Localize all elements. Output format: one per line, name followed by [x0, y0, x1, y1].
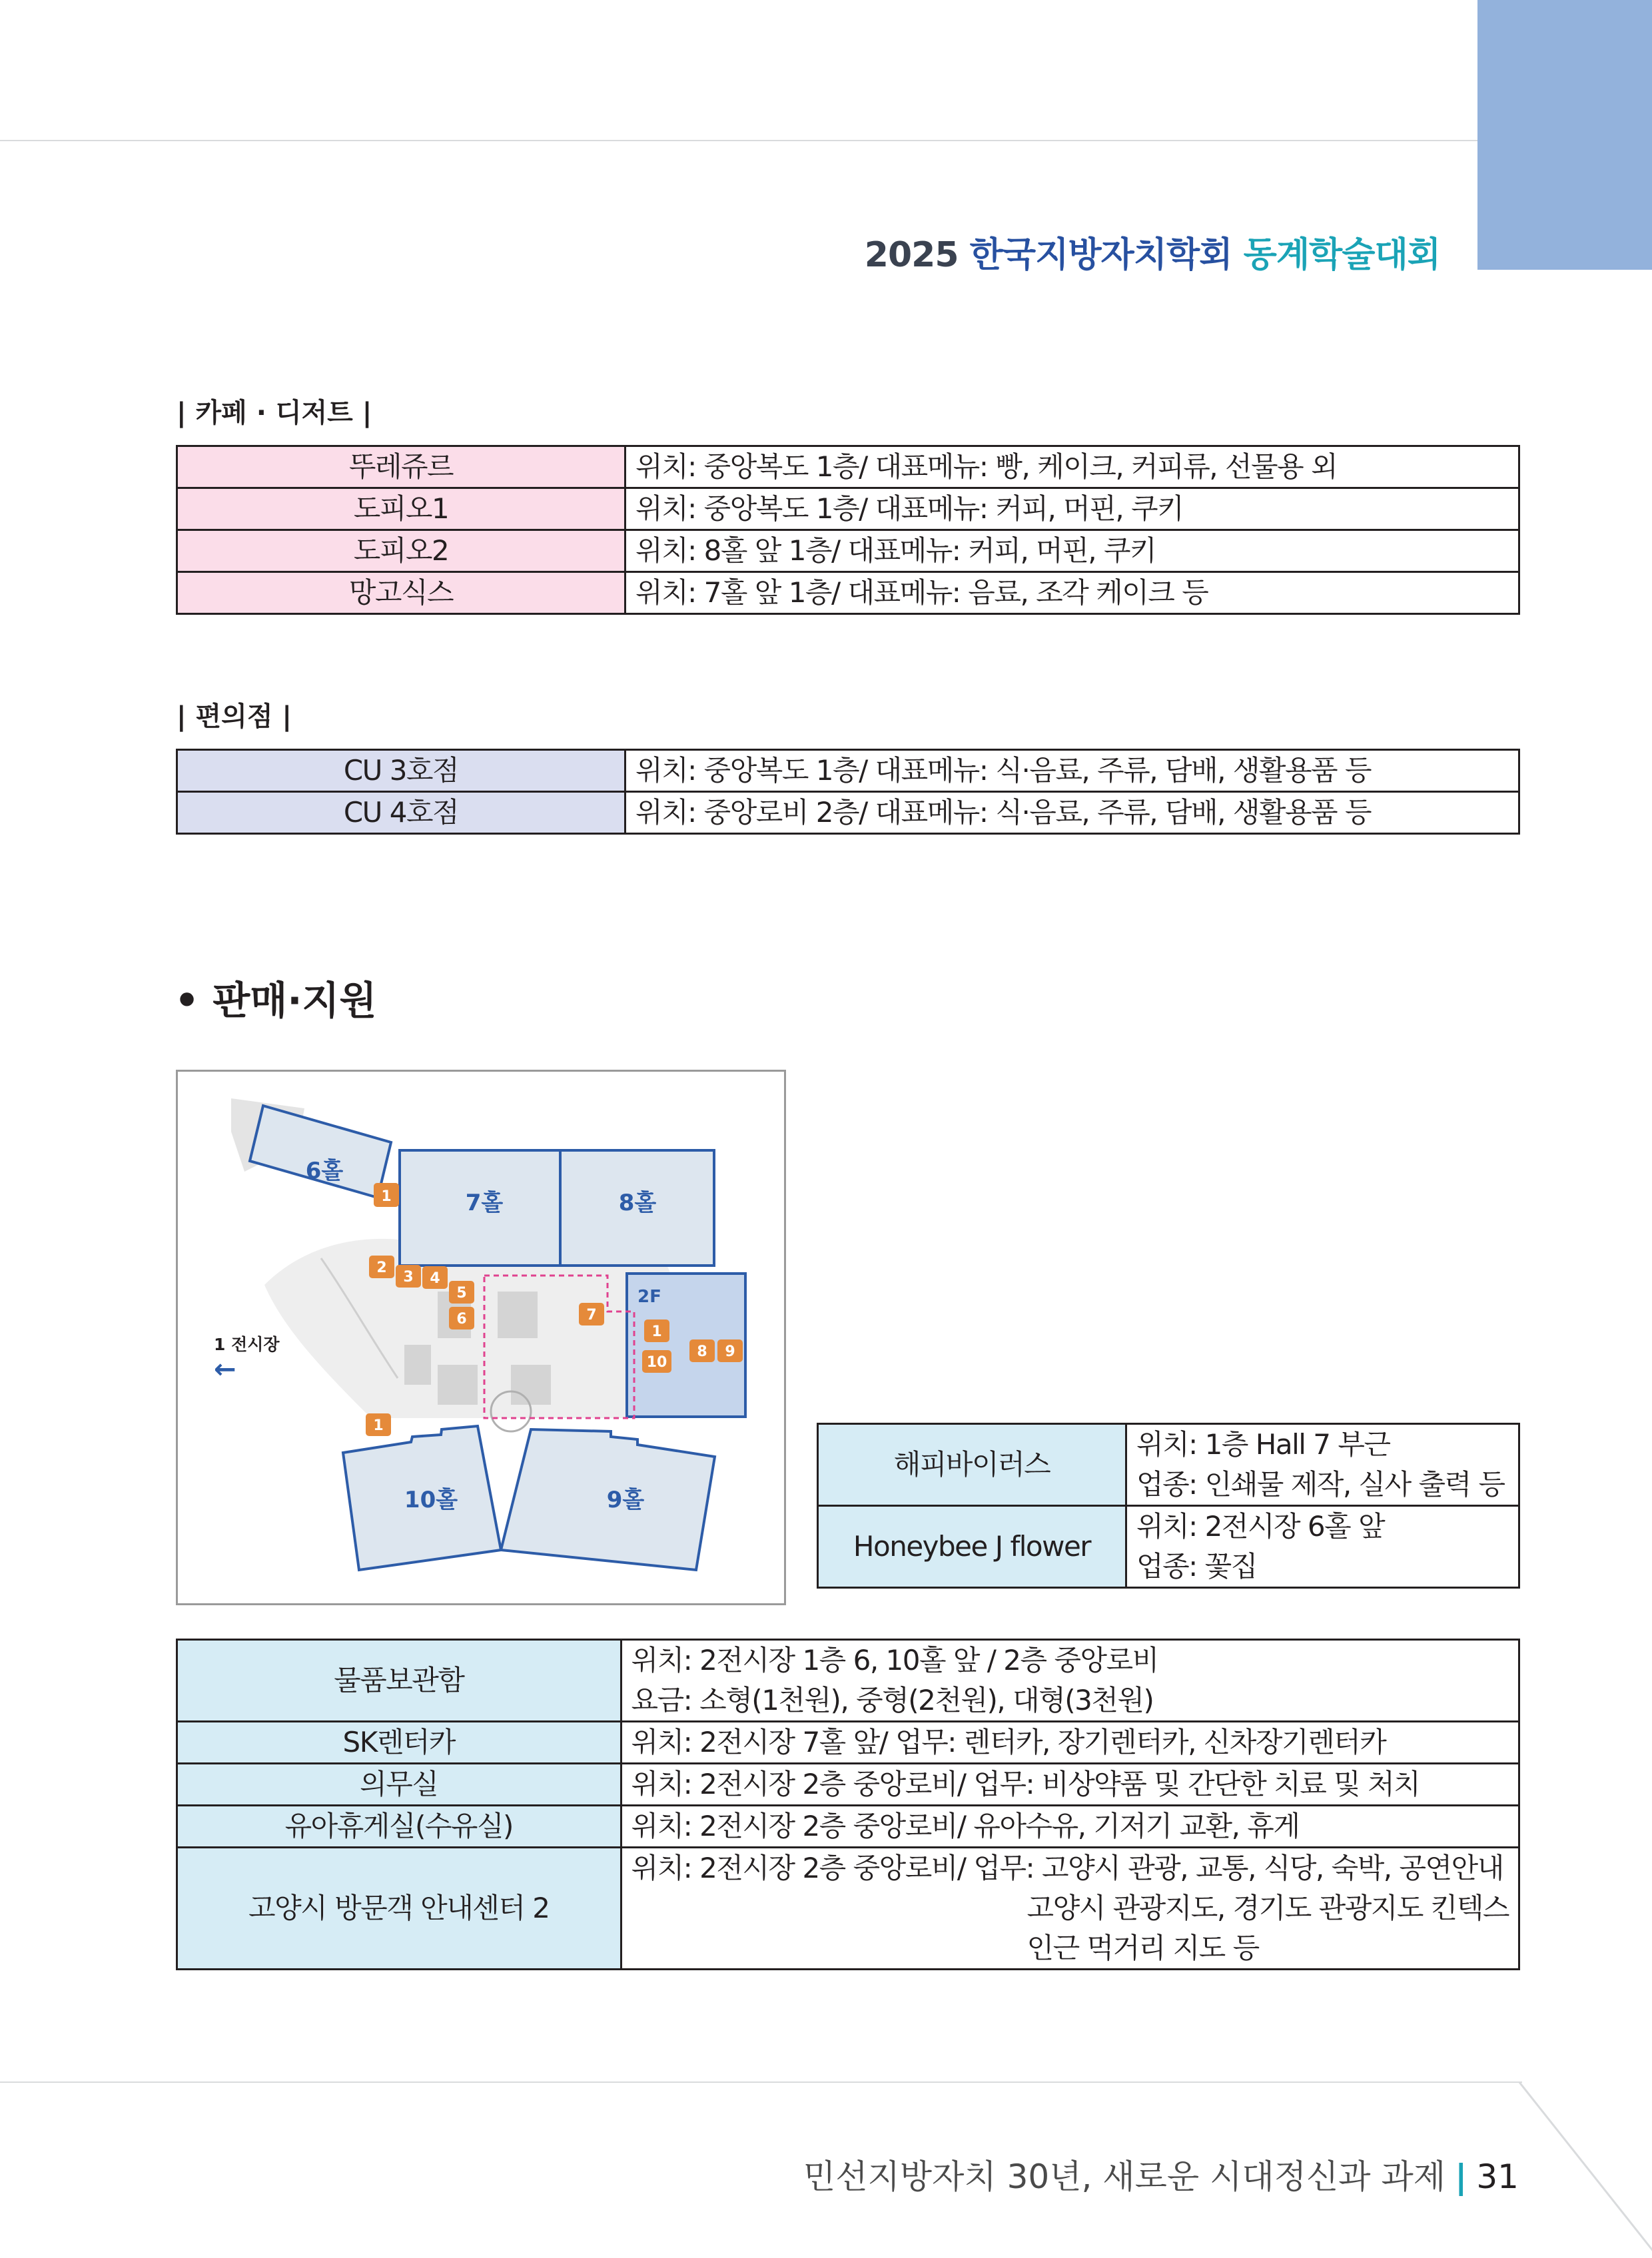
vendor-desc [1126, 1424, 1519, 1506]
service-desc [621, 1848, 1519, 1970]
cafe-desc: 위치: 중앙복도 1층/ 대표메뉴: 커피, 머핀, 쿠키 [625, 488, 1519, 530]
table-row [177, 792, 1519, 834]
service-name: 의무실 [177, 1764, 621, 1806]
service-desc [621, 1640, 1519, 1722]
table-row [177, 488, 1519, 530]
marker-10 [642, 1350, 671, 1373]
cafe-section-label: | 카페 · 디저트 | [177, 398, 372, 428]
marker-6 [449, 1307, 474, 1329]
vendor-desc-line: 위치: 2전시장 6홀 앞 [1136, 1510, 1385, 1543]
service-desc-line: 위치: 2전시장 2층 중앙로비/ 업무: 고양시 관광, 교통, 식당, 숙박, 공연안내 [631, 1852, 1503, 1884]
vendor-desc-line: 업종: 꽃집 [1136, 1550, 1257, 1583]
service-desc-line: 고양시 관광지도, 경기도 관광지도 킨텍스 [1027, 1892, 1509, 1924]
marker-label: 5 [456, 1285, 467, 1302]
table-row [818, 1424, 1519, 1506]
marker-label: 4 [430, 1270, 440, 1287]
marker-1b [644, 1319, 669, 1342]
marker-7 [579, 1303, 604, 1325]
marker-5 [449, 1281, 474, 1304]
page-footer [803, 2150, 1519, 2198]
cafe-name: 뚜레쥬르 [177, 446, 625, 488]
table-row [177, 446, 1519, 488]
service-desc-line: 요금: 소형(1천원), 중형(2천원), 대형(3천원) [631, 1684, 1154, 1716]
marker-2 [369, 1256, 394, 1278]
arrow-left-icon: ← [214, 1354, 236, 1385]
footer-corner-line [1519, 2081, 1652, 2258]
vendor-name: 해피바이러스 [818, 1424, 1126, 1506]
title-event: 동계학술대회 [1243, 235, 1440, 275]
service-table [176, 1639, 1520, 1970]
cafe-desc: 위치: 7홀 앞 1층/ 대표메뉴: 음료, 조각 케이크 등 [625, 572, 1519, 614]
booth-block [404, 1345, 431, 1385]
booth-block [511, 1365, 551, 1405]
table-row [177, 1722, 1519, 1764]
vendor-desc-line: 업종: 인쇄물 제작, 실사 출력 등 [1136, 1468, 1505, 1501]
marker-label: 7 [586, 1307, 597, 1323]
service-desc-line: 위치: 2전시장 2층 중앙로비/ 업무: 비상약품 및 간단한 치료 및 처치 [631, 1768, 1420, 1800]
title-year: 2025 [864, 235, 959, 275]
venue-map [176, 1070, 786, 1605]
table-row [177, 572, 1519, 614]
footer-text: 민선지방자치 30년, 새로운 시대정신과 과제 [803, 2157, 1446, 2196]
store-section-label: | 편의점 | [177, 701, 292, 732]
marker-label: 8 [697, 1343, 707, 1360]
marker-label: 1 [373, 1417, 384, 1434]
marker-label: 1 [651, 1323, 662, 1340]
marker-1c [366, 1413, 391, 1436]
store-desc: 위치: 중앙복도 1층/ 대표메뉴: 식·음료, 주류, 담배, 생활용품 등 [625, 750, 1519, 792]
service-name: 유아휴게실(수유실) [177, 1806, 621, 1848]
store-name: CU 3호점 [177, 750, 625, 792]
marker-9 [717, 1339, 743, 1362]
marker-8 [689, 1339, 715, 1362]
hall-7-label: 7홀 [465, 1190, 504, 1216]
table-row [177, 530, 1519, 572]
table-row [177, 1806, 1519, 1848]
cafe-name: 도피오1 [177, 488, 625, 530]
cafe-name: 도피오2 [177, 530, 625, 572]
venue-map-svg [178, 1072, 784, 1603]
service-name: 고양시 방문객 안내센터 2 [177, 1848, 621, 1970]
header-divider [0, 140, 1479, 141]
conference-title [865, 226, 1440, 276]
corner-accent [1477, 0, 1652, 270]
cafe-name: 망고식스 [177, 572, 625, 614]
service-desc [621, 1764, 1519, 1806]
table-row [818, 1506, 1519, 1588]
vendor-table [817, 1423, 1520, 1589]
booth-block [498, 1292, 538, 1338]
service-desc [621, 1806, 1519, 1848]
service-desc-line: 위치: 2전시장 7홀 앞/ 업무: 렌터카, 장기렌터카, 신차장기렌터카 [631, 1726, 1386, 1758]
service-desc-line: 위치: 2전시장 1층 6, 10홀 앞 / 2층 중앙로비 [631, 1644, 1158, 1677]
hall-10-label: 10홀 [404, 1487, 458, 1513]
cafe-desc: 위치: 중앙복도 1층/ 대표메뉴: 빵, 케이크, 커피류, 선물용 외 [625, 446, 1519, 488]
service-name: 물품보관함 [177, 1640, 621, 1722]
cafe-table [176, 445, 1520, 615]
service-desc-line: 위치: 2전시장 2층 중앙로비/ 유아수유, 기저기 교환, 휴게 [631, 1810, 1300, 1842]
hall-8-label: 8홀 [618, 1190, 657, 1216]
marker-label: 2 [376, 1260, 387, 1276]
marker-1a [374, 1183, 399, 1207]
service-desc-line: 인근 먹거리 지도 등 [1027, 1932, 1259, 1964]
marker-label: 3 [403, 1269, 414, 1286]
marker-3 [396, 1265, 421, 1288]
exhibition-1-label: 1 전시장 [214, 1335, 280, 1354]
table-row [177, 750, 1519, 792]
store-table [176, 749, 1520, 835]
cafe-desc: 위치: 8홀 앞 1층/ 대표메뉴: 커피, 머핀, 쿠키 [625, 530, 1519, 572]
booth-block [438, 1365, 478, 1405]
store-name: CU 4호점 [177, 792, 625, 834]
footer-separator: | [1455, 2157, 1467, 2196]
table-row [177, 1640, 1519, 1722]
floor-2f-label: 2F [637, 1287, 661, 1307]
marker-label: 1 [381, 1188, 392, 1205]
service-desc [621, 1722, 1519, 1764]
vendor-desc [1126, 1506, 1519, 1588]
store-desc: 위치: 중앙로비 2층/ 대표메뉴: 식·음료, 주류, 담배, 생활용품 등 [625, 792, 1519, 834]
table-row [177, 1764, 1519, 1806]
vendor-name: Honeybee J flower [818, 1506, 1126, 1588]
marker-label: 9 [725, 1343, 735, 1360]
page-number: 31 [1476, 2157, 1519, 2196]
service-name: SK렌터카 [177, 1722, 621, 1764]
table-row [177, 1848, 1519, 1970]
vendor-desc-line: 위치: 1층 Hall 7 부근 [1136, 1428, 1390, 1461]
hall-9-label: 9홀 [606, 1487, 645, 1513]
marker-label: 6 [456, 1311, 467, 1327]
marker-label: 10 [646, 1354, 667, 1371]
sales-support-heading: • 판매·지원 [175, 978, 377, 1023]
title-org: 한국지방자치학회 [969, 235, 1232, 275]
marker-4 [422, 1266, 448, 1289]
hall-6-label: 6홀 [305, 1158, 344, 1184]
footer-divider [0, 2081, 1522, 2083]
